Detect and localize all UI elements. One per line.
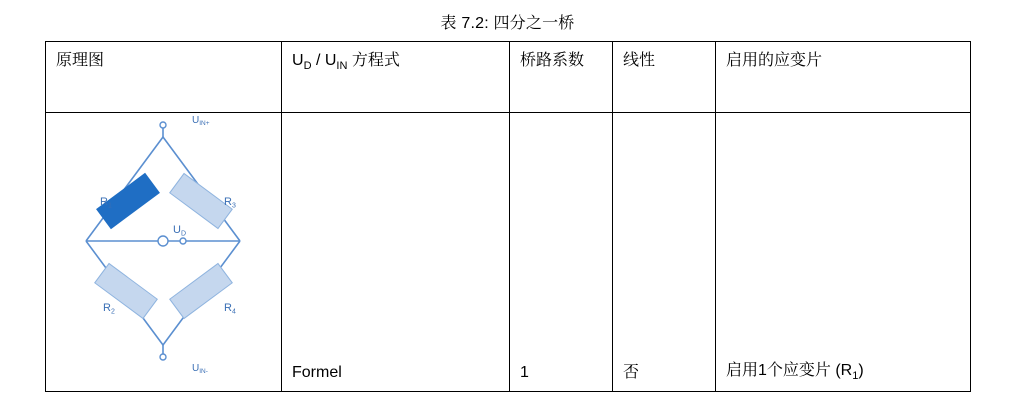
bridge-factor-value: 1: [520, 364, 529, 382]
strain-gauges-value: [726, 360, 864, 384]
header-cell-strain-gauges: [716, 42, 971, 113]
table-body-row: [46, 113, 971, 392]
label-r2: $R_2$: [103, 302, 115, 316]
equation-value: Formel: [292, 364, 342, 382]
label-r1: $R_1$: [100, 196, 112, 210]
header-label-schematic: 原理图: [56, 52, 105, 69]
bridge-table: [45, 41, 971, 392]
table-header-row: [46, 42, 971, 113]
cell-schematic-diagram: [46, 113, 282, 392]
strain-gauges-prefix: 启用1个应变片 (R: [726, 361, 853, 379]
cell-linearity: [613, 113, 716, 392]
cell-equation: [282, 113, 510, 392]
header-label-equation-sub2: IN: [336, 60, 348, 73]
strain-gauges-sub: 1: [852, 370, 859, 383]
label-ud: $U_D$: [173, 224, 187, 238]
header-label-strain-gauges: 启用的应变片: [726, 52, 823, 69]
header-label-equation-suffix: 方程式: [347, 52, 400, 69]
header-cell-bridge-factor: [510, 42, 613, 113]
header-label-linearity: 线性: [623, 52, 656, 69]
header-cell-schematic: [46, 42, 282, 113]
wheatstone-bridge-diagram: [46, 113, 281, 375]
wheatstone-bridge-svg: [46, 113, 280, 375]
header-label-equation-mid: / U: [311, 52, 337, 69]
header-cell-linearity: [613, 42, 716, 113]
table-caption: 表 7.2: 四分之一桥: [440, 15, 575, 32]
linearity-value: 否: [623, 364, 640, 382]
header-label-equation-sub1: D: [303, 60, 312, 73]
cell-strain-gauges: [716, 113, 971, 392]
cell-bridge-factor: [510, 113, 613, 392]
label-uin-plus: $U_{IN+}$: [192, 115, 210, 127]
label-r3: $R_3$: [224, 196, 236, 210]
label-r4: $R_4$: [224, 302, 236, 316]
header-label-bridge-factor: 桥路系数: [520, 52, 585, 69]
header-label-equation-prefix: U: [292, 52, 304, 69]
strain-gauges-suffix: ): [858, 361, 864, 379]
header-cell-equation: [282, 42, 510, 113]
label-uin-minus: $U_{IN-}$: [192, 363, 208, 375]
